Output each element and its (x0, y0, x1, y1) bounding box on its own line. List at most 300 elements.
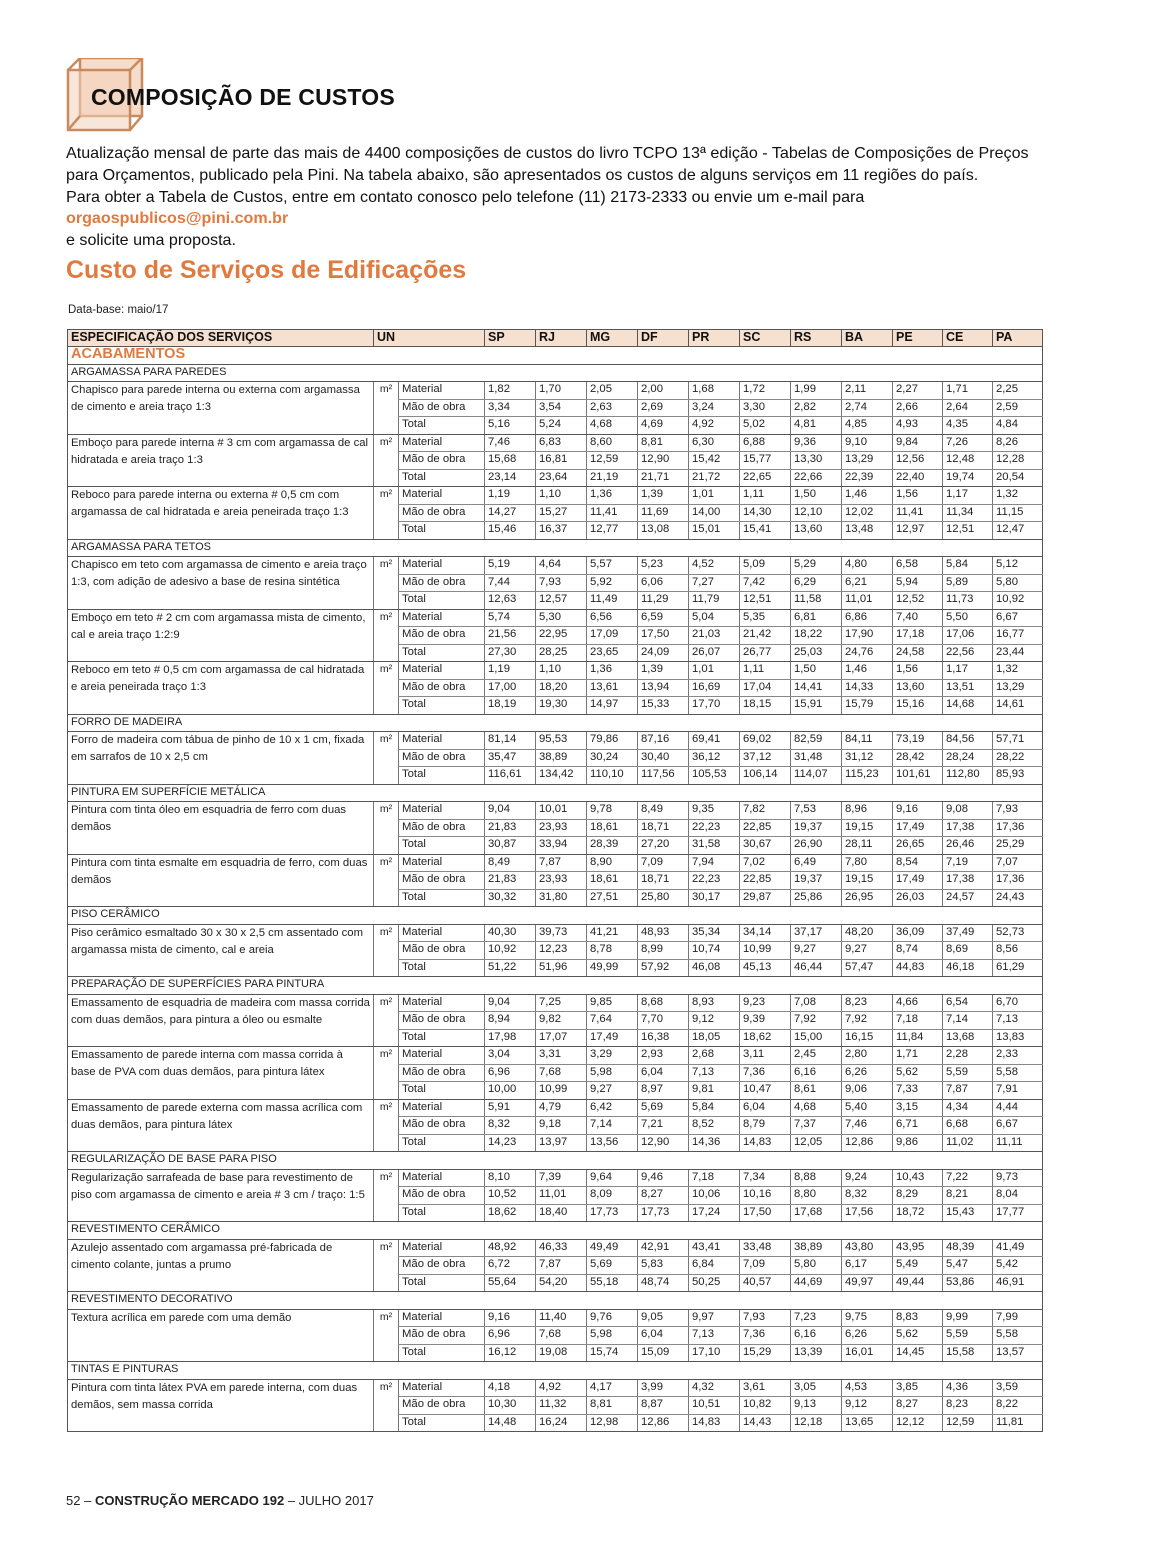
cost-value: 18,71 (638, 819, 689, 837)
service-unit: m² (374, 994, 399, 1047)
cost-value: 3,11 (740, 1047, 791, 1065)
cost-value: 7,36 (740, 1064, 791, 1082)
cost-value: 12,86 (842, 1134, 893, 1152)
cost-value: 7,09 (740, 1257, 791, 1275)
cost-value: 8,23 (842, 994, 893, 1012)
table-body (68, 347, 1043, 1432)
cost-value: 9,84 (893, 434, 943, 452)
cost-value: 6,17 (842, 1257, 893, 1275)
cost-value: 6,16 (791, 1327, 842, 1345)
cost-value: 19,30 (536, 697, 587, 715)
cost-value: 30,67 (740, 837, 791, 855)
cost-value: 5,29 (791, 557, 842, 575)
cost-value: 48,74 (638, 1274, 689, 1292)
cost-value: 112,80 (943, 767, 993, 785)
category-row (68, 1362, 1043, 1380)
group-label: ACABAMENTOS (68, 347, 1043, 365)
cost-value: 51,96 (536, 959, 587, 977)
cost-value: 17,68 (791, 1204, 842, 1222)
cost-type-label: Material (399, 382, 485, 400)
cost-value: 18,19 (485, 697, 536, 715)
cost-value: 12,12 (893, 1414, 943, 1432)
cost-value: 10,52 (485, 1187, 536, 1205)
service-description: Azulejo assentado com argamassa pré-fabricada de cimento colante, juntas a prumo (68, 1239, 374, 1292)
cost-value: 37,49 (943, 924, 993, 942)
cost-value: 84,56 (943, 732, 993, 750)
cost-value: 9,16 (893, 802, 943, 820)
cost-value: 15,91 (791, 697, 842, 715)
cost-value: 6,70 (993, 994, 1043, 1012)
cost-value: 15,41 (740, 522, 791, 540)
table-row (68, 1169, 1043, 1187)
cost-value: 31,48 (791, 749, 842, 767)
cost-value: 10,82 (740, 1397, 791, 1415)
service-description: Emboço para parede interna # 3 cm com argamassa de cal hidratada e areia traço 1:3 (68, 434, 374, 487)
cost-value: 9,36 (791, 434, 842, 452)
cost-type-label: Material (399, 1379, 485, 1397)
cost-value: 6,42 (587, 1099, 638, 1117)
cost-value: 49,99 (587, 959, 638, 977)
cost-value: 5,80 (791, 1257, 842, 1275)
cost-value: 12,47 (993, 522, 1043, 540)
cost-value: 2,64 (943, 399, 993, 417)
cost-value: 10,47 (740, 1082, 791, 1100)
cost-value: 16,37 (536, 522, 587, 540)
category-label: REVESTIMENTO DECORATIVO (68, 1292, 1043, 1310)
cost-value: 6,21 (842, 574, 893, 592)
cost-value: 5,84 (689, 1099, 740, 1117)
cost-value: 8,94 (485, 1012, 536, 1030)
cost-value: 17,49 (893, 872, 943, 890)
cost-value: 33,48 (740, 1239, 791, 1257)
cost-value: 13,60 (893, 679, 943, 697)
cost-value: 1,39 (638, 662, 689, 680)
cost-value: 7,18 (893, 1012, 943, 1030)
page-number: 52 (66, 1493, 81, 1508)
cost-value: 9,18 (536, 1117, 587, 1135)
cost-value: 18,71 (638, 872, 689, 890)
service-unit: m² (374, 732, 399, 785)
cost-value: 8,80 (791, 1187, 842, 1205)
cost-value: 4,84 (993, 417, 1043, 435)
cost-value: 17,07 (536, 1029, 587, 1047)
cost-value: 31,12 (842, 749, 893, 767)
service-description: Piso cerâmico esmaltado 30 x 30 x 2,5 cm assentado com argamassa mista de cimento, cal e areia (68, 924, 374, 977)
cost-value: 9,76 (587, 1309, 638, 1327)
cost-value: 11,11 (993, 1134, 1043, 1152)
service-description: Chapisco para parede interna ou externa com argamassa de cimento e areia traço 1:3 (68, 382, 374, 435)
header-region: PE (893, 330, 943, 347)
cost-type-label: Material (399, 802, 485, 820)
cost-value: 17,24 (689, 1204, 740, 1222)
table-header-row (68, 330, 1043, 347)
cost-value: 2,25 (993, 382, 1043, 400)
cost-value: 1,72 (740, 382, 791, 400)
issue-date: – JULHO 2017 (287, 1493, 374, 1508)
cost-value: 43,41 (689, 1239, 740, 1257)
cost-value: 4,69 (638, 417, 689, 435)
cost-value: 26,65 (893, 837, 943, 855)
category-label: REGULARIZAÇÃO DE BASE PARA PISO (68, 1152, 1043, 1170)
cost-value: 7,19 (943, 854, 993, 872)
cost-value: 12,90 (638, 1134, 689, 1152)
service-unit: m² (374, 434, 399, 487)
cost-value: 4,64 (536, 557, 587, 575)
table-row (68, 382, 1043, 400)
cost-value: 9,97 (689, 1309, 740, 1327)
cost-value: 7,53 (791, 802, 842, 820)
cost-value: 9,75 (842, 1309, 893, 1327)
cost-value: 8,61 (791, 1082, 842, 1100)
cost-value: 5,84 (943, 557, 993, 575)
cost-value: 7,37 (791, 1117, 842, 1135)
cost-value: 17,18 (893, 627, 943, 645)
cost-value: 10,43 (893, 1169, 943, 1187)
service-unit: m² (374, 1099, 399, 1152)
cost-value: 11,40 (536, 1309, 587, 1327)
cost-value: 95,53 (536, 732, 587, 750)
cost-value: 1,11 (740, 662, 791, 680)
cost-value: 7,22 (943, 1169, 993, 1187)
cost-value: 5,58 (993, 1064, 1043, 1082)
group-row (68, 347, 1043, 365)
table-row (68, 487, 1043, 505)
cost-value: 15,00 (791, 1029, 842, 1047)
cost-value: 4,53 (842, 1379, 893, 1397)
cost-value: 2,28 (943, 1047, 993, 1065)
cost-value: 5,02 (740, 417, 791, 435)
cost-value: 5,69 (587, 1257, 638, 1275)
cost-value: 69,41 (689, 732, 740, 750)
cost-type-label: Mão de obra (399, 1257, 485, 1275)
cost-value: 8,27 (893, 1397, 943, 1415)
cost-value: 8,88 (791, 1169, 842, 1187)
cost-value: 19,37 (791, 872, 842, 890)
cost-value: 8,60 (587, 434, 638, 452)
cost-value: 37,17 (791, 924, 842, 942)
cost-value: 14,68 (943, 697, 993, 715)
header-kind (399, 330, 485, 347)
cost-type-label: Total (399, 837, 485, 855)
cost-type-label: Mão de obra (399, 872, 485, 890)
cost-value: 1,56 (893, 662, 943, 680)
cost-value: 14,43 (740, 1414, 791, 1432)
email-link[interactable]: orgaospublicos@pini.com.br (66, 209, 289, 228)
cost-type-label: Mão de obra (399, 679, 485, 697)
cost-value: 134,42 (536, 767, 587, 785)
header-region: CE (943, 330, 993, 347)
cost-value: 14,23 (485, 1134, 536, 1152)
table-row (68, 994, 1043, 1012)
cost-value: 6,84 (689, 1257, 740, 1275)
cost-type-label: Mão de obra (399, 942, 485, 960)
cost-value: 30,87 (485, 837, 536, 855)
cost-value: 9,64 (587, 1169, 638, 1187)
service-description: Regularização sarrafeada de base para revestimento de piso com argamassa de cimento e areia # 3 cm / traço: 1:5 (68, 1169, 374, 1222)
cost-value: 21,03 (689, 627, 740, 645)
cost-value: 44,83 (893, 959, 943, 977)
cost-value: 26,46 (943, 837, 993, 855)
cost-value: 23,44 (993, 644, 1043, 662)
table-row (68, 924, 1043, 942)
cost-value: 10,74 (689, 942, 740, 960)
cost-value: 54,20 (536, 1274, 587, 1292)
cost-value: 9,86 (893, 1134, 943, 1152)
cost-value: 4,44 (993, 1099, 1043, 1117)
cost-type-label: Total (399, 697, 485, 715)
cost-value: 4,36 (943, 1379, 993, 1397)
cost-value: 1,46 (842, 662, 893, 680)
cost-value: 11,01 (842, 592, 893, 610)
cost-value: 5,50 (943, 609, 993, 627)
cost-value: 110,10 (587, 767, 638, 785)
cost-value: 15,46 (485, 522, 536, 540)
cost-type-label: Material (399, 557, 485, 575)
cost-value: 1,70 (536, 382, 587, 400)
cost-value: 14,97 (587, 697, 638, 715)
table-row (68, 1309, 1043, 1327)
cost-value: 3,24 (689, 399, 740, 417)
cost-value: 20,54 (993, 469, 1043, 487)
cost-value: 9,81 (689, 1082, 740, 1100)
cost-value: 14,61 (993, 697, 1043, 715)
cost-value: 2,27 (893, 382, 943, 400)
cost-type-label: Mão de obra (399, 1327, 485, 1345)
cost-type-label: Material (399, 1099, 485, 1117)
cost-value: 9,39 (740, 1012, 791, 1030)
table-row (68, 802, 1043, 820)
cost-value: 82,59 (791, 732, 842, 750)
cost-value: 57,92 (638, 959, 689, 977)
cost-type-label: Total (399, 1344, 485, 1362)
cost-value: 6,58 (893, 557, 943, 575)
cost-value: 8,90 (587, 854, 638, 872)
cost-value: 6,54 (943, 994, 993, 1012)
cost-value: 1,10 (536, 662, 587, 680)
cost-value: 14,45 (893, 1344, 943, 1362)
cost-value: 5,19 (485, 557, 536, 575)
cost-value: 49,44 (893, 1274, 943, 1292)
cost-value: 16,12 (485, 1344, 536, 1362)
category-row (68, 539, 1043, 557)
cost-value: 57,47 (842, 959, 893, 977)
service-unit: m² (374, 802, 399, 855)
header-spec: ESPECIFICAÇÃO DOS SERVIÇOS (68, 330, 374, 347)
cost-value: 7,87 (536, 1257, 587, 1275)
cost-value: 35,34 (689, 924, 740, 942)
cost-value: 8,26 (993, 434, 1043, 452)
cost-value: 11,41 (587, 504, 638, 522)
cost-value: 81,14 (485, 732, 536, 750)
cost-value: 6,26 (842, 1327, 893, 1345)
cost-value: 35,47 (485, 749, 536, 767)
cost-value: 1,71 (893, 1047, 943, 1065)
cost-value: 4,66 (893, 994, 943, 1012)
cost-value: 22,85 (740, 872, 791, 890)
cost-value: 8,97 (638, 1082, 689, 1100)
cost-value: 1,36 (587, 662, 638, 680)
cost-value: 5,89 (943, 574, 993, 592)
cost-value: 2,93 (638, 1047, 689, 1065)
cost-value: 8,52 (689, 1117, 740, 1135)
cost-value: 10,01 (536, 802, 587, 820)
cost-value: 3,31 (536, 1047, 587, 1065)
cost-value: 30,17 (689, 889, 740, 907)
cost-type-label: Mão de obra (399, 1117, 485, 1135)
cost-value: 53,86 (943, 1274, 993, 1292)
cost-value: 1,11 (740, 487, 791, 505)
cost-value: 6,96 (485, 1064, 536, 1082)
cost-value: 13,60 (791, 522, 842, 540)
intro-contact-suffix: e solicite uma proposta. (66, 231, 236, 250)
cost-value: 7,07 (993, 854, 1043, 872)
cost-value: 13,65 (842, 1414, 893, 1432)
cost-value: 12,23 (536, 942, 587, 960)
header-region: MG (587, 330, 638, 347)
cost-value: 5,83 (638, 1257, 689, 1275)
cost-value: 4,92 (689, 417, 740, 435)
cost-value: 7,40 (893, 609, 943, 627)
cost-value: 4,17 (587, 1379, 638, 1397)
cost-value: 7,92 (791, 1012, 842, 1030)
cost-type-label: Total (399, 592, 485, 610)
service-unit: m² (374, 1239, 399, 1292)
cost-value: 30,32 (485, 889, 536, 907)
cost-value: 6,49 (791, 854, 842, 872)
cost-value: 13,48 (842, 522, 893, 540)
cost-value: 19,15 (842, 872, 893, 890)
cost-value: 6,96 (485, 1327, 536, 1345)
cost-value: 5,98 (587, 1327, 638, 1345)
cost-type-label: Total (399, 889, 485, 907)
cost-value: 7,13 (993, 1012, 1043, 1030)
cost-value: 26,07 (689, 644, 740, 662)
category-label: FORRO DE MADEIRA (68, 714, 1043, 732)
cost-value: 5,40 (842, 1099, 893, 1117)
cost-value: 44,69 (791, 1274, 842, 1292)
cost-value: 11,81 (993, 1414, 1043, 1432)
service-description: Emassamento de parede interna com massa corrida à base de PVA com duas demãos, para pintura látex (68, 1047, 374, 1100)
table-row (68, 662, 1043, 680)
cost-value: 21,19 (587, 469, 638, 487)
cost-value: 16,69 (689, 679, 740, 697)
service-description: Reboco para parede interna ou externa # 0,5 cm com argamassa de cal hidratada e areia peneirada traço 1:3 (68, 487, 374, 540)
cost-value: 8,87 (638, 1397, 689, 1415)
cost-value: 18,22 (791, 627, 842, 645)
cost-value: 26,77 (740, 644, 791, 662)
cost-value: 19,15 (842, 819, 893, 837)
cost-value: 10,51 (689, 1397, 740, 1415)
cost-value: 22,66 (791, 469, 842, 487)
cost-value: 7,02 (740, 854, 791, 872)
cost-type-label: Total (399, 1029, 485, 1047)
cost-value: 18,61 (587, 819, 638, 837)
cost-value: 7,18 (689, 1169, 740, 1187)
cost-value: 17,10 (689, 1344, 740, 1362)
cost-value: 14,27 (485, 504, 536, 522)
cost-value: 7,27 (689, 574, 740, 592)
cost-value: 52,73 (993, 924, 1043, 942)
cost-value: 25,86 (791, 889, 842, 907)
cost-type-label: Material (399, 1309, 485, 1327)
cost-value: 9,12 (842, 1397, 893, 1415)
cost-value: 42,91 (638, 1239, 689, 1257)
intro-line-1: Atualização mensal de parte das mais de 4400 composições de custos do livro TCPO 13ª edição - Tabelas de Composições de Preços para Orçamentos, publicado pela Pini. Na tabela abaixo, são apresentados os custos de alguns serviços em 11 regiões do país. (66, 144, 1029, 184)
cost-value: 3,04 (485, 1047, 536, 1065)
category-label: ARGAMASSA PARA TETOS (68, 539, 1043, 557)
cost-value: 17,50 (740, 1204, 791, 1222)
cost-value: 12,51 (943, 522, 993, 540)
cost-value: 7,92 (842, 1012, 893, 1030)
cost-value: 2,69 (638, 399, 689, 417)
header-region: RS (791, 330, 842, 347)
cost-value: 12,52 (893, 592, 943, 610)
cost-value: 16,15 (842, 1029, 893, 1047)
cost-value: 19,74 (943, 469, 993, 487)
cost-value: 14,41 (791, 679, 842, 697)
cost-value: 1,71 (943, 382, 993, 400)
cost-table (67, 329, 1043, 1432)
cost-value: 9,10 (842, 434, 893, 452)
cost-value: 18,20 (536, 679, 587, 697)
cost-value: 7,99 (993, 1309, 1043, 1327)
cost-value: 13,39 (791, 1344, 842, 1362)
cost-value: 8,32 (842, 1187, 893, 1205)
cost-value: 48,93 (638, 924, 689, 942)
cost-value: 13,51 (943, 679, 993, 697)
cost-value: 10,92 (485, 942, 536, 960)
cost-value: 26,90 (791, 837, 842, 855)
cost-value: 3,30 (740, 399, 791, 417)
cost-value: 106,14 (740, 767, 791, 785)
category-label: ARGAMASSA PARA PAREDES (68, 364, 1043, 382)
cost-value: 6,04 (740, 1099, 791, 1117)
category-row (68, 907, 1043, 925)
cost-value: 8,56 (993, 942, 1043, 960)
cost-value: 3,15 (893, 1099, 943, 1117)
service-description: Pintura com tinta látex PVA em parede interna, com duas demãos, sem massa corrida (68, 1379, 374, 1432)
cost-value: 11,69 (638, 504, 689, 522)
cost-value: 4,81 (791, 417, 842, 435)
cost-value: 17,70 (689, 697, 740, 715)
cost-value: 7,94 (689, 854, 740, 872)
cost-value: 6,72 (485, 1257, 536, 1275)
cost-value: 12,97 (893, 522, 943, 540)
service-unit: m² (374, 1169, 399, 1222)
header-region: PA (993, 330, 1043, 347)
cost-value: 22,56 (943, 644, 993, 662)
cost-value: 17,06 (943, 627, 993, 645)
cost-value: 12,05 (791, 1134, 842, 1152)
cost-value: 7,46 (842, 1117, 893, 1135)
cost-value: 14,48 (485, 1414, 536, 1432)
category-row (68, 364, 1043, 382)
table-row (68, 1239, 1043, 1257)
category-label: PREPARAÇÃO DE SUPERFÍCIES PARA PINTURA (68, 977, 1043, 995)
cost-value: 7,13 (689, 1064, 740, 1082)
cost-value: 7,34 (740, 1169, 791, 1187)
cost-value: 27,20 (638, 837, 689, 855)
cost-value: 9,78 (587, 802, 638, 820)
cost-value: 8,81 (587, 1397, 638, 1415)
cost-value: 1,01 (689, 662, 740, 680)
cost-value: 16,38 (638, 1029, 689, 1047)
cost-value: 5,57 (587, 557, 638, 575)
cost-value: 17,90 (842, 627, 893, 645)
cost-value: 8,93 (689, 994, 740, 1012)
cost-type-label: Mão de obra (399, 1397, 485, 1415)
cost-value: 37,12 (740, 749, 791, 767)
